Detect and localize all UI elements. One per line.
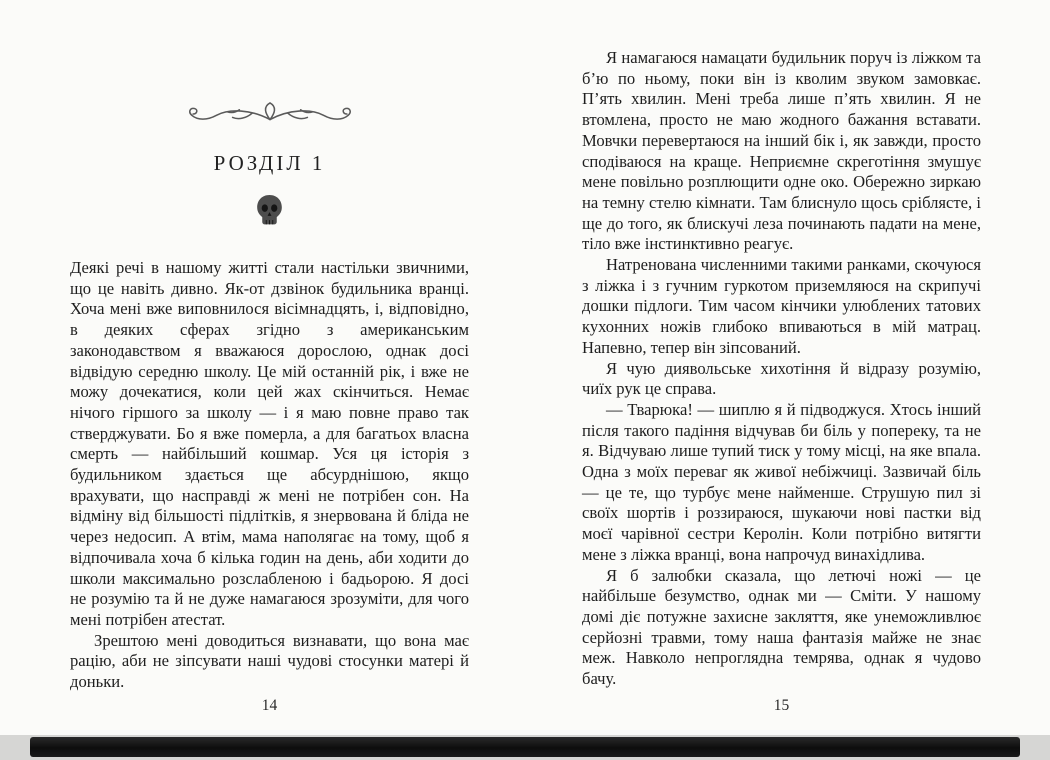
book-bottom-edge (30, 737, 1020, 757)
page-number-left: 14 (261, 697, 278, 714)
paragraph: Деякі речі в нашому житті стали настільки звичними, що це навіть дивно. Як-от дзвінок будильника вранці. Хоча мені вже виповнилося вісімнадцять, і, відповідно, в деяких сферах згідно з американським законодавством я вважаюся дорослою, однак досі відвідую середню школу. Це мій останній рік, і вже не можу дочекатися, коли цей жах скінчиться. Немає нічого гіршого за школу — і я маю повне право так стверджувати. Бо я вже померла, а для багатьох власна смерть — найбільший кошмар. Уся ця історія з будильником здається ще абсурднішою, якщо врахувати, що насправді ж мені не потрібен сон. На відміну від більшості підлітків, я знервована й бліда не через недосип. А втім, мама наполягає на тому, щоб я відпочивала хоча б кілька годин на день, аби ходити до школи максимально розслабленою і бадьорою. Я досі не розумію та й не дуже намагаюся зрозуміти, для чого мені потрібен атестат. (70, 258, 469, 629)
paragraph: — Тварюка! — шиплю я й підводжуся. Хтось інший після такого падіння відчував би біль у попереку, та не я. Відчуваю лише тупий тиск у тому місці, на яке впала. Одна з моїх переваг як живої небіжчиці. Зазвичай біль — це те, що турбує мене найменше. Струшую пил зі своїх шортів і роззираюся, шукаючи нові пастки від моєї чарівної сестри Керолін. Коли потрібно витягти мене з ліжка вранці, вона напрочуд винахідлива. (582, 399, 981, 564)
paragraph: Натренована численними такими ранками, скочуюся з ліжка і з гучним гуркотом приземляюся на скрипучі дошки підлоги. Тим часом кінчики улюблених татових кухонних ножів глибоко впиваються в мій матрац. Напевно, тепер він зіпсований. (582, 255, 981, 357)
chapter-title: РОЗДІЛ 1 (213, 151, 326, 175)
paragraph: Я чую диявольське хихотіння й відразу розумію, чиїх рук це справа. (582, 358, 981, 399)
skull-icon (255, 194, 284, 228)
flourish-ornament-icon (185, 100, 355, 139)
paragraph: Я б залюбки сказала, що летючі ножі — це найбільше безумство, однак ми — Сміти. У нашому домі діє потужне захисне закляття, яке унеможливлює серйозні травми, тому наша фантазія майже не знає меж. Навколо непроглядна темрява, однак я чудово бачу. (582, 565, 981, 689)
paragraph: Зрештою мені доводиться визнавати, що вона має рацію, аби не зіпсувати наші чудові стосунки матері й доньки. (70, 630, 469, 692)
paragraph: Я намагаюся намацати будильник поруч із ліжком та б’ю по ньому, поки він із кволим звуком замовкає. П’ять хвилин. Мені треба лише п’ять хвилин. Я не втомлена, просто не маю жодного бажання вставати. Мовчки перевертаюся на інший бік і, як завжди, просто сподіваюся на краще. Неприємне скреготіння змушує мене повільно розплющити одне око. Обережно зиркаю на темну стелю кімнати. Там блиснуло щось сріблясте, і ще до того, як блискучі леза починають падати на мене, тіло вже інстинктивно реагує. (582, 48, 981, 254)
right-book-page (582, 0, 981, 760)
left-page-text (70, 258, 469, 693)
chapter-heading (70, 100, 469, 228)
page-number-right: 15 (773, 697, 790, 714)
left-book-page (70, 0, 469, 760)
right-page-text (582, 48, 981, 690)
